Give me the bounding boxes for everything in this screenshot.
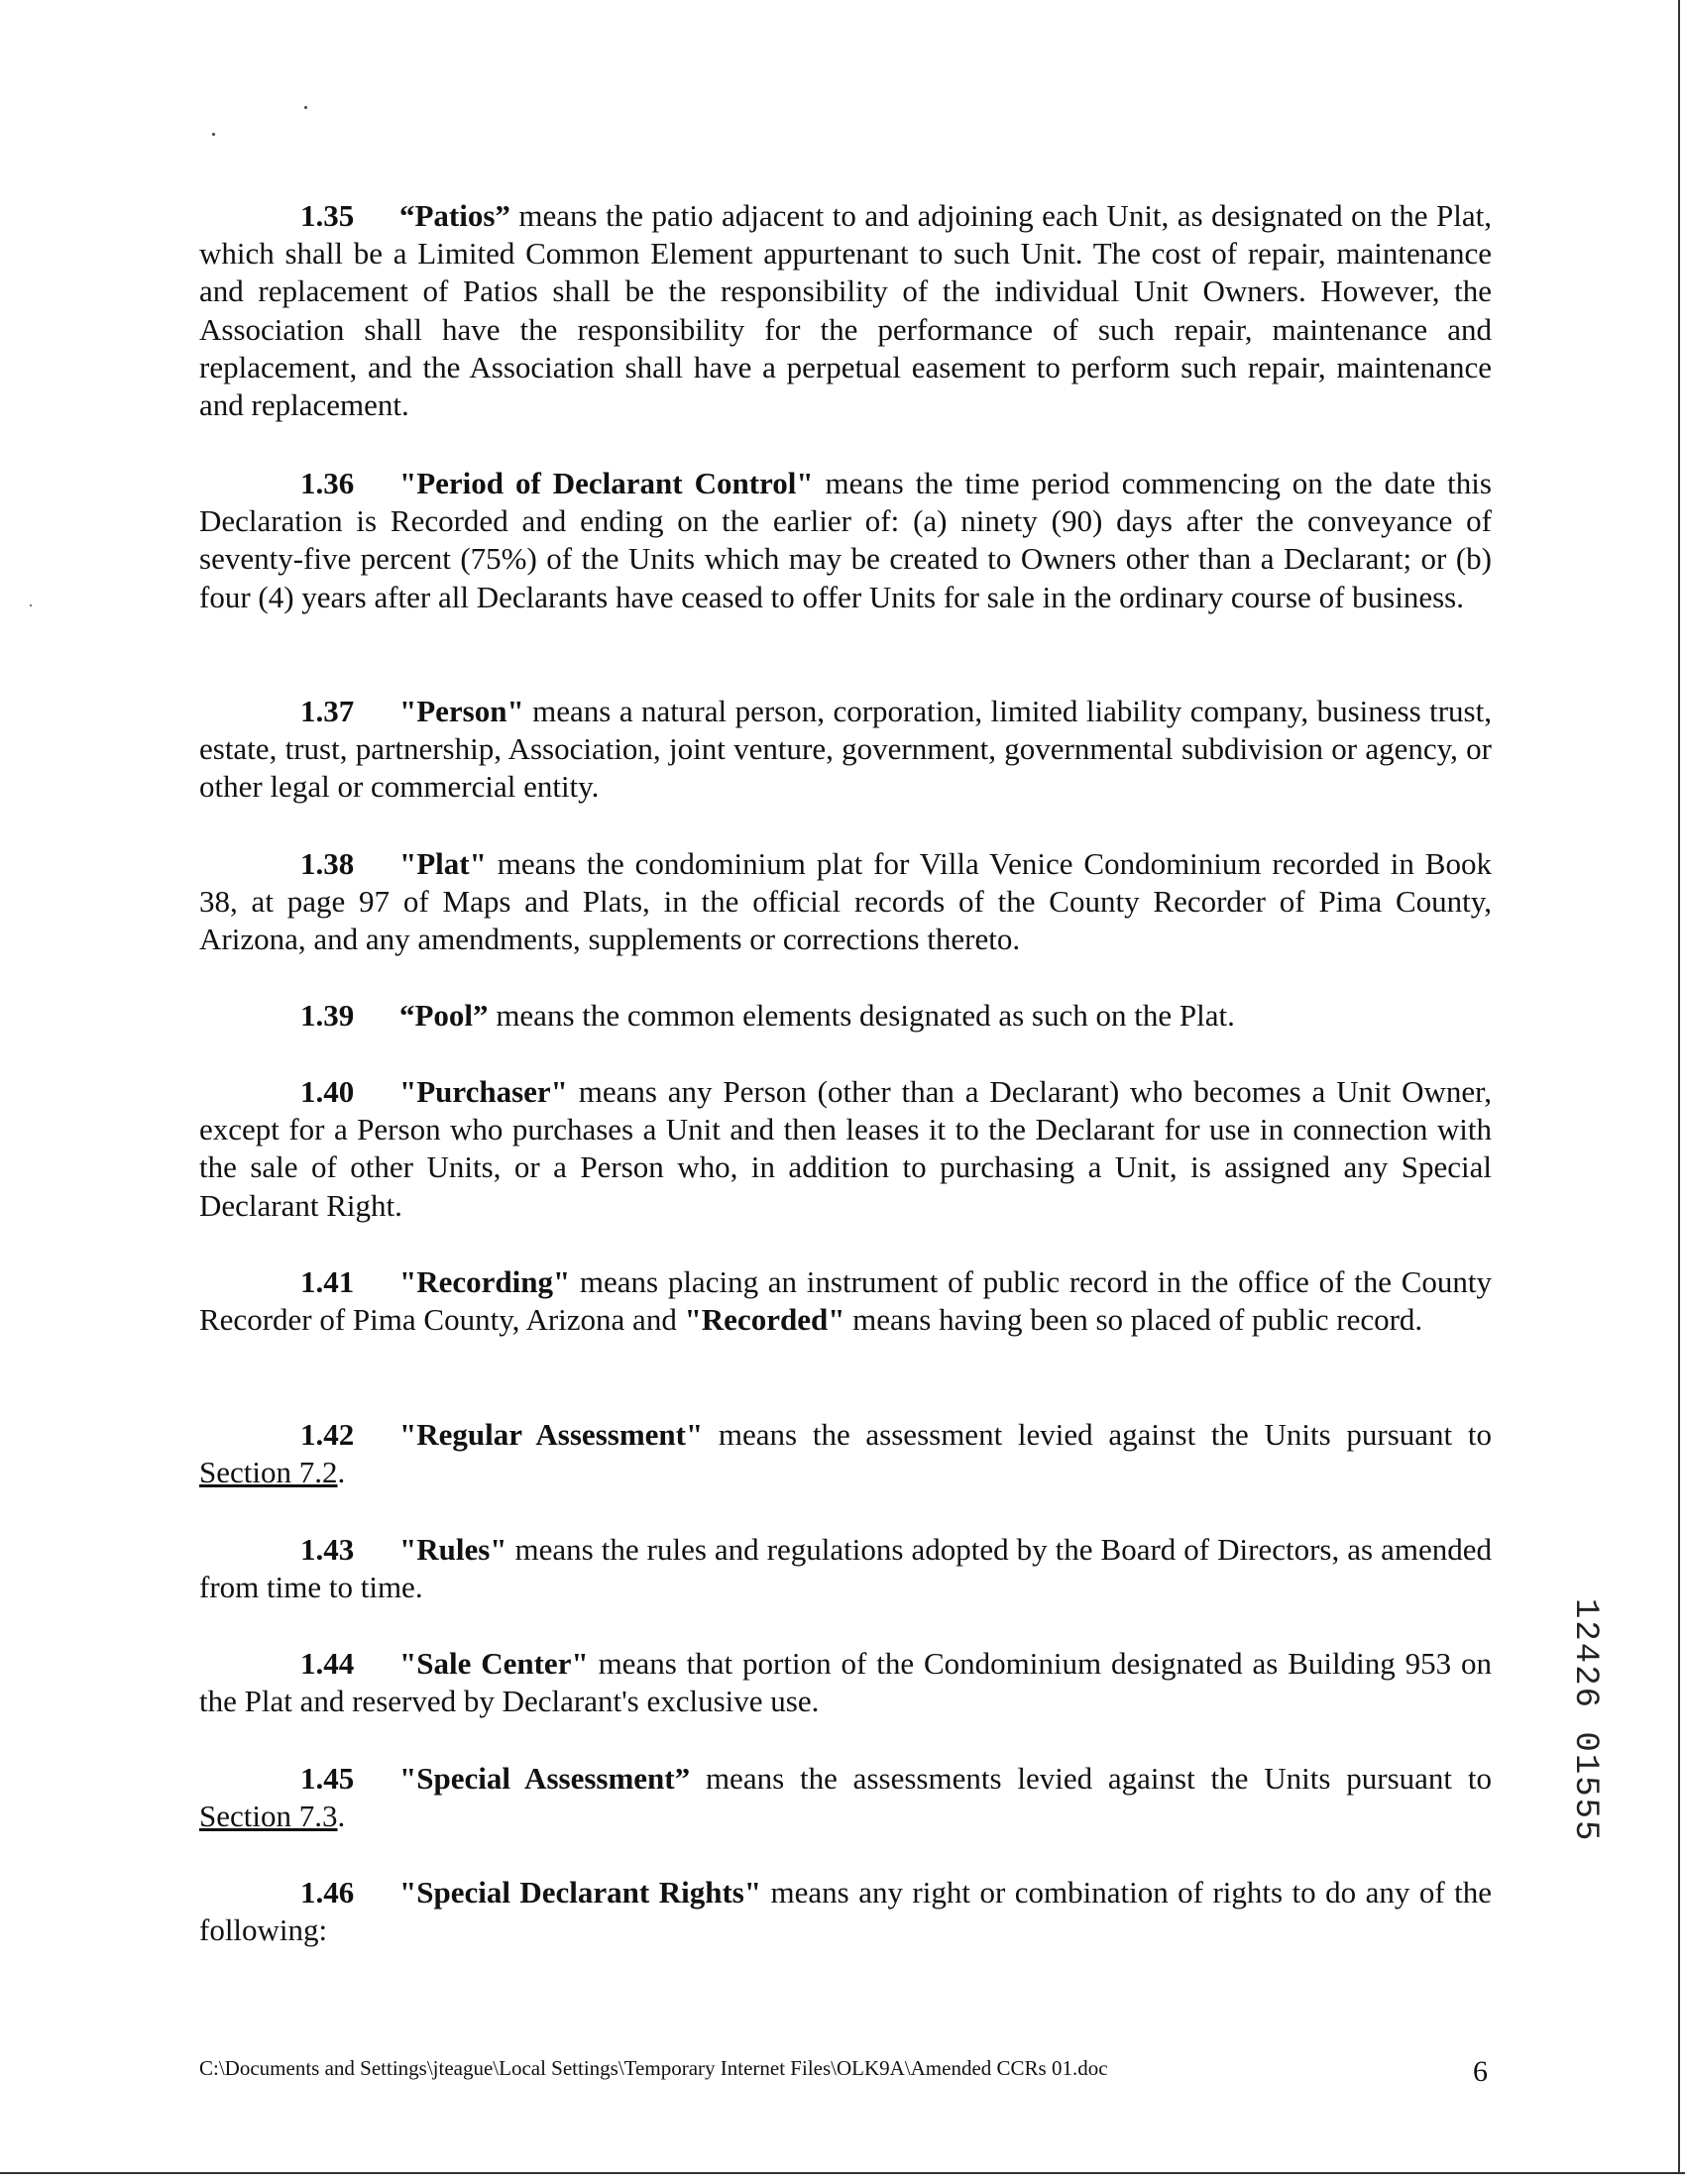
defined-term: “Patios” [399,198,510,233]
definition-text: means the common elements designated as such on the Plat. [488,998,1235,1033]
definition-1-46 [199,1874,1492,1949]
docket-number-stamp: 12426 01555 [1566,1598,1604,1843]
definition-1-41 [199,1263,1492,1339]
section-number: 1.35 [300,198,355,233]
defined-term: "Person" [399,694,524,728]
section-number: 1.37 [300,694,355,728]
definition-text-tail: . [337,1799,346,1834]
definition-1-44 [199,1645,1492,1720]
definition-text: means any Person (other than a Declarant) who becomes a Unit Owner, except for a Person who purchases a Unit and then leases it to the Declarant for use in connection with the sale of other Units, or a Person who, in addition to purchasing a Unit, is assigned any Special Declarant Right. [199,1074,1492,1223]
page-border-bottom [0,2172,1685,2174]
definition-1-42 [199,1416,1492,1491]
scan-speck [212,133,215,136]
definition-text: means any right or combination of rights to do any of the following: [199,1875,1492,1948]
section-number: 1.38 [300,846,355,881]
definition-1-35 [199,197,1492,424]
defined-term: "Special Assessment” [399,1761,691,1796]
defined-term: "Rules" [399,1532,507,1567]
definition-1-39 [199,997,1492,1035]
section-number: 1.42 [300,1417,355,1452]
scan-speck [30,604,32,606]
definition-1-36 [199,465,1492,616]
defined-term: “Pool” [399,998,489,1033]
section-number: 1.36 [300,466,355,500]
section-number: 1.44 [300,1646,355,1681]
definition-text-tail: means having been so placed of public record. [844,1302,1423,1338]
footer-file-path: C:\Documents and Settings\jteague\Local Settings\Temporary Internet Files\OLK9A\Amended CCRs 01.doc [199,2056,1108,2080]
section-reference: Section 7.3 [199,1799,338,1834]
definition-text: means the rules and regulations adopted by the Board of Directors, as amended from time to time. [199,1532,1492,1605]
definition-text: means the assessment levied against the Units pursuant to [703,1417,1492,1452]
definition-text: means the condominium plat for Villa Venice Condominium recorded in Book 38, at page 97 of Maps and Plats, in the official records of the County Recorder of Pima County, Arizona, and any amendments, supplements or corrections thereto. [199,846,1492,957]
section-reference: Section 7.2 [199,1455,338,1490]
definition-text: means the assessments levied against the Units pursuant to [690,1761,1492,1796]
definition-text: means the patio adjacent to and adjoining each Unit, as designated on the Plat, which shall be a Limited Common Element appurtenant to such Unit. The cost of repair, maintenance and replacement of Patios shall be the responsibility of the individual Unit Owners. However, the Association shall have the responsibility for the performance of such repair, maintenance and replacement, and the Association shall have a perpetual easement to perform such repair, maintenance and replacement. [199,198,1492,423]
section-number: 1.41 [300,1264,355,1299]
definition-1-43 [199,1531,1492,1606]
defined-term: "Sale Center" [399,1646,589,1681]
section-number: 1.39 [300,998,355,1033]
definition-1-40 [199,1073,1492,1225]
definition-text: means that portion of the Condominium designated as Building 953 on the Plat and reserved by Declarant's exclusive use. [199,1646,1492,1719]
defined-term-recorded: "Recorded" [684,1302,845,1338]
definition-text: means placing an instrument of public record in the office of the County Recorder of Pima County, Arizona and [199,1264,1492,1338]
page-number: 6 [1473,2055,1488,2088]
defined-term: "Plat" [399,846,487,881]
definition-text: means a natural person, corporation, limited liability company, business trust, estate, trust, partnership, Association, joint venture, government, governmental subdivision or agency, or other legal or commercial entity. [199,694,1492,805]
scan-speck [304,106,307,109]
section-number: 1.40 [300,1074,355,1109]
definition-text: means the time period commencing on the date this Declaration is Recorded and ending on the earlier of: (a) ninety (90) days after the conveyance of seventy-five percent (75%) of the Units which may be created to Owners other than a Declarant; or (b) four (4) years after all Declarants have ceased to offer Units for sale in the ordinary course of business. [199,466,1492,614]
section-number: 1.45 [300,1761,355,1796]
defined-term: "Special Declarant Rights" [399,1875,762,1910]
page-border-right [1678,0,1680,2174]
definition-1-45 [199,1760,1492,1835]
defined-term: "Regular Assessment" [399,1417,704,1452]
defined-term: "Recording" [399,1264,571,1299]
section-number: 1.43 [300,1532,355,1567]
definition-1-38 [199,845,1492,959]
definition-1-37 [199,693,1492,807]
defined-term: "Purchaser" [399,1074,568,1109]
defined-term: "Period of Declarant Control" [399,466,814,500]
section-number: 1.46 [300,1875,355,1910]
definition-text-tail: . [337,1455,346,1490]
